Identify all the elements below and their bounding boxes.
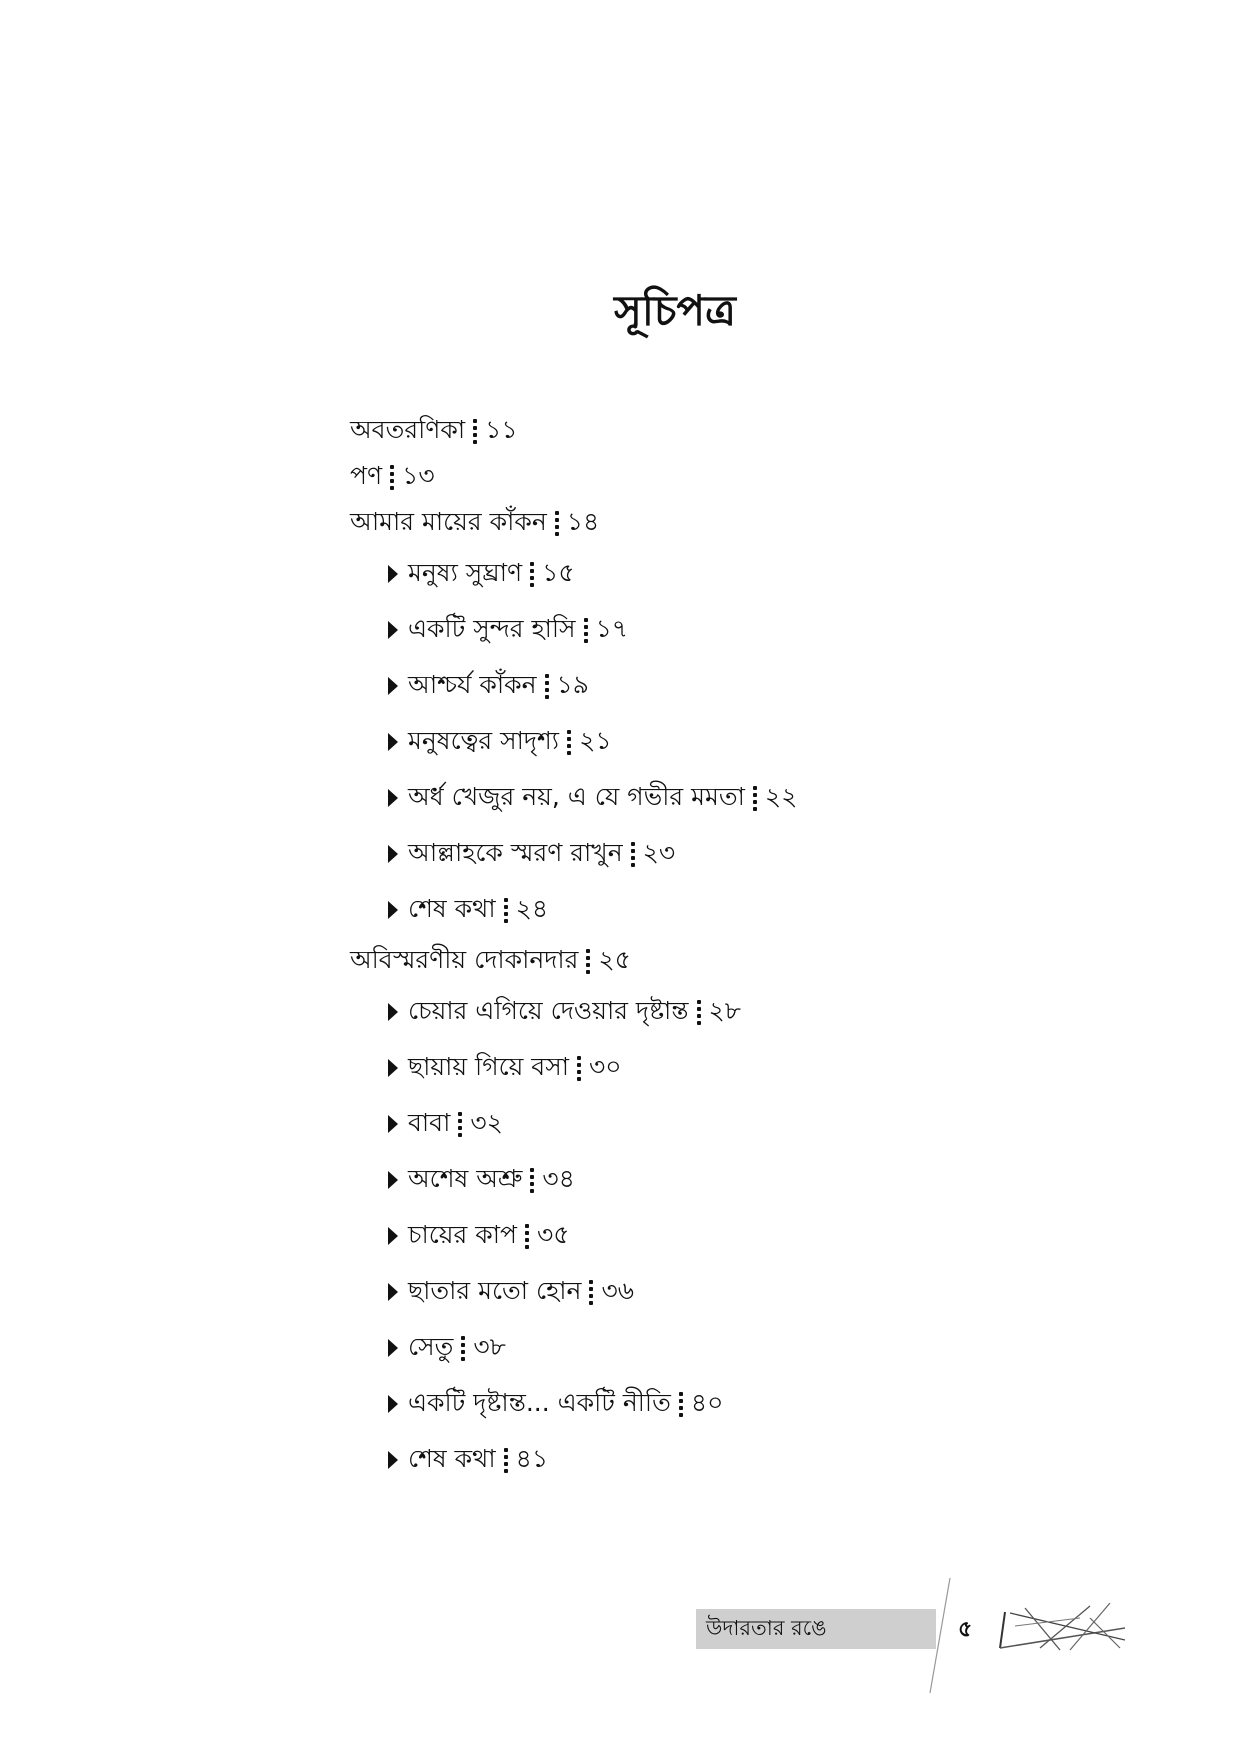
dotted-separator-icon — [504, 897, 508, 923]
toc-entry-title: আল্লাহকে স্মরণ রাখুন — [408, 837, 623, 867]
toc-entry — [350, 1096, 797, 1152]
toc-entry-page: ২৮ — [708, 995, 742, 1025]
dotted-separator-icon — [631, 841, 635, 867]
toc-entry — [350, 658, 797, 714]
triangle-bullet-icon — [388, 1339, 398, 1357]
toc-entry — [350, 938, 797, 984]
triangle-bullet-icon — [388, 677, 398, 695]
toc-entry — [350, 1152, 797, 1208]
triangle-bullet-icon — [388, 1059, 398, 1077]
toc-entry-title: শেষ কথা — [408, 1443, 496, 1473]
toc-entry-page: ১৫ — [542, 557, 575, 587]
dotted-separator-icon — [530, 1167, 534, 1193]
dotted-separator-icon — [458, 1111, 462, 1137]
toc-entry-title: মনুষত্বের সাদৃশ্য — [408, 725, 560, 755]
toc-entry-title: শেষ কথা — [408, 893, 496, 923]
triangle-bullet-icon — [388, 901, 398, 919]
page-title: সূচিপত্র — [614, 286, 736, 335]
toc-entry-page: ২৪ — [515, 893, 549, 923]
triangle-bullet-icon — [388, 1227, 398, 1245]
triangle-bullet-icon — [388, 1395, 398, 1413]
toc-entry-title: ছাতার মতো হোন — [408, 1275, 582, 1305]
triangle-bullet-icon — [388, 733, 398, 751]
toc-entry-title: পণ — [350, 460, 383, 490]
triangle-bullet-icon — [388, 1451, 398, 1469]
triangle-bullet-icon — [388, 1115, 398, 1133]
footer-page-number: ৫ — [958, 1617, 973, 1642]
toc-entry-page: ২৩ — [642, 837, 676, 867]
toc-entry-page: ১৯ — [556, 669, 589, 699]
toc-entry-title: আমার মায়ের কাঁকন — [350, 506, 547, 536]
toc-entry-title: মনুষ্য সুঘ্রাণ — [408, 557, 523, 587]
toc-entry-page: ৩৮ — [473, 1331, 506, 1361]
toc-entry-page: ২২ — [764, 781, 798, 811]
toc-entry — [350, 602, 797, 658]
dotted-separator-icon — [473, 418, 477, 444]
toc-entry — [350, 546, 797, 602]
toc-entry-title: চায়ের কাপ — [408, 1219, 517, 1249]
toc-entry-title: ছায়ায় গিয়ে বসা — [408, 1051, 569, 1081]
toc-entry-page: ৪০ — [690, 1387, 724, 1417]
toc-entry — [350, 770, 797, 826]
toc-entry-page: ১৩ — [402, 460, 435, 490]
toc-entry — [350, 454, 797, 500]
dotted-separator-icon — [584, 617, 588, 643]
toc-entry-page: ২১ — [579, 725, 612, 755]
toc-entry — [350, 1040, 797, 1096]
dotted-separator-icon — [753, 785, 757, 811]
dotted-separator-icon — [567, 729, 571, 755]
toc-entry-page: ৩২ — [470, 1107, 503, 1137]
dotted-separator-icon — [555, 510, 559, 536]
toc-entry — [350, 1432, 797, 1488]
toc-entry-title: অর্ধ খেজুর নয়, এ যে গভীর মমতা — [408, 781, 745, 811]
toc-entry — [350, 882, 797, 938]
toc-entry-title: অবতরণিকা — [350, 414, 466, 444]
toc-entry-title: সেতু — [408, 1331, 454, 1361]
toc-entry-title: বাবা — [408, 1107, 451, 1137]
toc-entry-title: একটি সুন্দর হাসি — [408, 613, 576, 643]
toc-entry-page: ১৭ — [595, 613, 629, 643]
toc-entry-title: আশ্চর্য কাঁকন — [408, 669, 537, 699]
toc-entry — [350, 984, 797, 1040]
toc-entry-title: একটি দৃষ্টান্ত... একটি নীতি — [408, 1387, 671, 1417]
toc-entry — [350, 714, 797, 770]
toc-entry — [350, 408, 797, 454]
dotted-separator-icon — [390, 464, 394, 490]
dotted-separator-icon — [545, 673, 549, 699]
toc-entry — [350, 1264, 797, 1320]
toc-entry-page: ৩৫ — [536, 1219, 570, 1249]
dotted-separator-icon — [504, 1447, 508, 1473]
toc-entry-title: চেয়ার এগিয়ে দেওয়ার দৃষ্টান্ত — [408, 995, 689, 1025]
toc-entry — [350, 1208, 797, 1264]
triangle-bullet-icon — [388, 1003, 398, 1021]
toc-entry — [350, 500, 797, 546]
dotted-separator-icon — [525, 1223, 529, 1249]
toc-entry-page: ১৪ — [566, 506, 600, 536]
footer-bar — [696, 1609, 936, 1649]
toc-entry-page: ৩০ — [589, 1051, 622, 1081]
triangle-bullet-icon — [388, 1171, 398, 1189]
footer-sketch-decoration — [920, 1578, 1125, 1698]
toc-entry-page: ৩৬ — [601, 1275, 634, 1305]
triangle-bullet-icon — [388, 565, 398, 583]
dotted-separator-icon — [589, 1279, 593, 1305]
toc-entry-page: ১১ — [485, 414, 518, 444]
dotted-separator-icon — [577, 1055, 581, 1081]
footer-book-title: উদারতার রঙে — [706, 1615, 827, 1640]
toc-entry-title: অবিস্মরণীয় দোকানদার — [350, 944, 579, 974]
dotted-separator-icon — [679, 1391, 683, 1417]
toc-entry-title: অশেষ অশ্রু — [408, 1163, 523, 1193]
toc-entry — [350, 1320, 797, 1376]
dotted-separator-icon — [586, 948, 590, 974]
dotted-separator-icon — [461, 1335, 465, 1361]
toc-entry — [350, 1376, 797, 1432]
triangle-bullet-icon — [388, 1283, 398, 1301]
toc-entry — [350, 826, 797, 882]
triangle-bullet-icon — [388, 789, 398, 807]
triangle-bullet-icon — [388, 621, 398, 639]
dotted-separator-icon — [697, 999, 701, 1025]
table-of-contents — [350, 408, 797, 1488]
toc-entry-page: ২৫ — [598, 944, 631, 974]
triangle-bullet-icon — [388, 845, 398, 863]
dotted-separator-icon — [530, 561, 534, 587]
toc-entry-page: ৪১ — [515, 1443, 549, 1473]
toc-entry-page: ৩৪ — [542, 1163, 575, 1193]
